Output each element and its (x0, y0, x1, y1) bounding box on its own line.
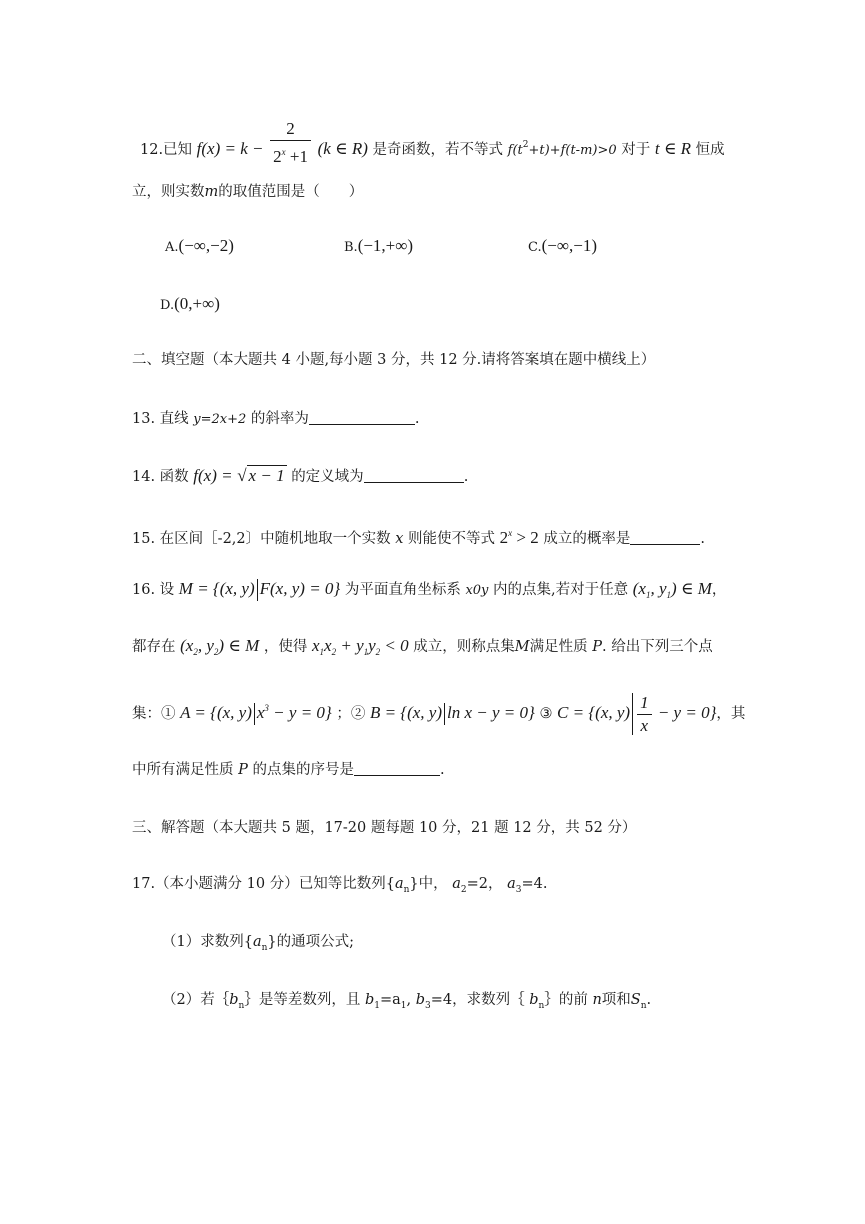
q16-set-b: B = {(x, y) ln x − y = 0} (370, 703, 535, 722)
q17-part1: （1）求数列$\{a_n\}$的通项公式; (162, 934, 355, 953)
q16-line2: 都存在 ($x_2$, $y_2$) ∈ M ，使得 $x_1x_2 + y_1y_2 < 0$ 成立，则称点集M满足性质 P. 给出下列三个点 (132, 636, 713, 657)
q12-option-d: D.(0,+∞) (160, 294, 220, 313)
q16-expression: $x_1x_2 + y_1y_2 < 0$ (312, 636, 409, 657)
q16-line1: 16. 设 M = {(x, y) F(x, y) = 0} 为平面直角坐标系 x0y 内的点集,若对于任意 ($x_1$, $y_1$) ∈ M， (132, 579, 727, 600)
q12-lead: 12.已知 (140, 142, 193, 158)
q12-inequality: $f(t^2+t)+f(t-m)>0$ (507, 140, 617, 158)
q12-fraction (270, 118, 311, 168)
q12-option-c: C.(−∞,−1) (528, 236, 597, 255)
q14-answer-blank (364, 468, 464, 483)
q15: 15. 在区间［-2,2〕中随机地取一个实数 x 则能使不等式 $2^x > 2$ 成立的概率是 . (132, 528, 705, 547)
q17-stem: 17.（本小题满分 10 分）已知等比数列$\{a_n\}$中， $a_2=2$， $a_3=4$. (132, 876, 548, 895)
q13-equation: y=2x+2 (193, 412, 247, 427)
q16-point2: ($x_2$, $y_2$) ∈ M (180, 636, 260, 657)
q12-frac-numerator: 2 (270, 118, 311, 141)
q13-answer-blank (309, 410, 415, 425)
section-three-heading: 三、解答题（本大题共 5 题，17-20 题每题 10 分，21 题 12 分，共 52 分） (132, 820, 637, 836)
q12-condition: (k ∈ R) (317, 139, 368, 158)
q16-line4: 中所有满足性质 P 的点集的序号是 . (132, 762, 445, 778)
q13: 13. 直线 y=2x+2 的斜率为 . (132, 411, 420, 427)
q12-text3: 恒成 (695, 142, 725, 158)
q12-text2: 对于 (621, 142, 651, 158)
q14-function: f(x) = (193, 466, 233, 485)
q16-point1: ($x_1$, $y_1$) ∈ M (632, 579, 712, 600)
q12-function: f(x) = k − (196, 139, 264, 158)
q16-set-a: A = {(x, y) $x^3 - y = 0$} (180, 703, 332, 722)
q15-answer-blank (630, 530, 700, 545)
q12-t-in-r: t ∈ R (654, 139, 692, 158)
q15-inequality: $2^x > 2$ (499, 528, 539, 547)
q12-text1: 是奇函数，若不等式 (372, 142, 504, 158)
q12-option-b: B.(−1,+∞) (344, 236, 414, 255)
q14: 14. 函数 f(x) = √ x − 1 的定义域为 . (132, 466, 469, 485)
q16-answer-blank (354, 761, 440, 776)
q14-sqrt: √ x − 1 (237, 466, 285, 485)
q12-line2: 立，则实数m的取值范围是（ ） (132, 184, 364, 200)
q12-var-m: m (204, 184, 219, 200)
q12-frac-denominator: $2^x +1$ (273, 147, 308, 166)
q12-option-a: A.(−∞,−2) (165, 236, 234, 255)
q16-line3: 集：① A = {(x, y) $x^3 - y = 0$} ；② B = {(x, y) ln x − y = 0} ③ C = {(x, y) $\frac{1}{x}$ − y = 0}，其 (132, 692, 746, 735)
q12-line1 (140, 118, 725, 169)
q17-part2: （2）若$\{b_n\}$是等差数列，且 $b_1=a_1$, $b_3=4$，求数列｛ $b_n\}$的前 n项和$S_n$. (162, 992, 652, 1011)
section-two-heading: 二、填空题（本大题共 4 小题,每小题 3 分，共 12 分.请将答案填在题中横线上） (132, 352, 656, 368)
q16-set-c: C = {(x, y) $\frac{1}{x}$ − y = 0} (557, 692, 717, 735)
